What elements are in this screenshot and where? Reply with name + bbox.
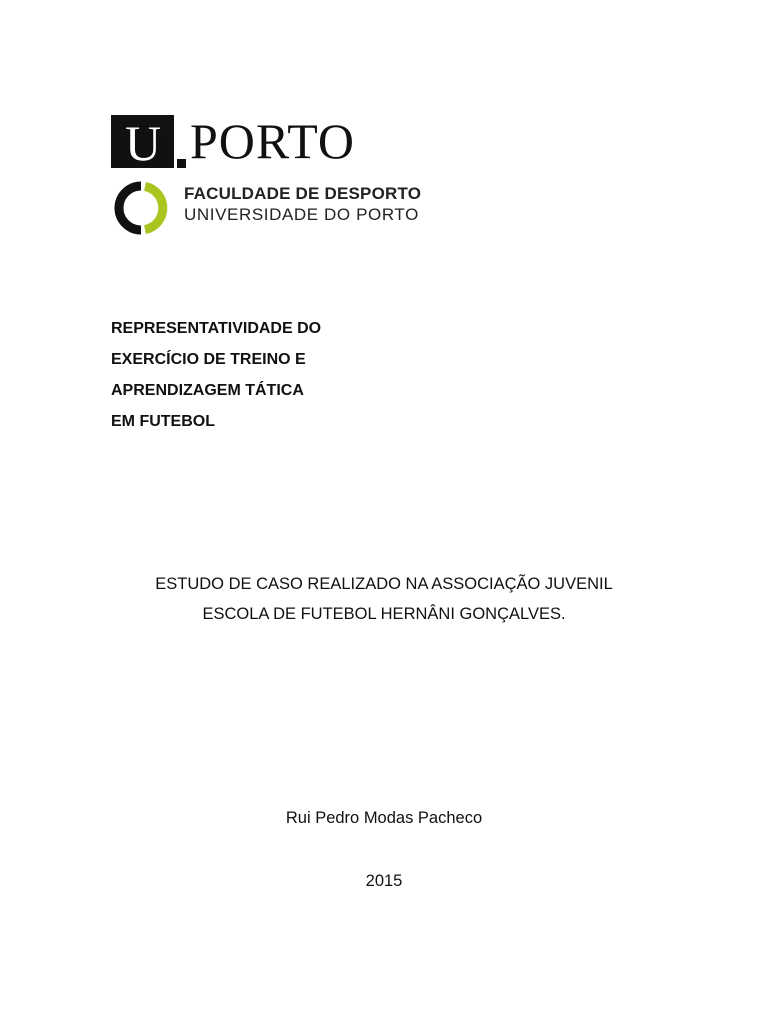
uporto-logo xyxy=(111,113,356,171)
uporto-logo-block xyxy=(111,115,174,171)
publication-year: 2015 xyxy=(365,872,403,890)
title-line: REPRESENTATIVIDADE DO xyxy=(111,320,322,337)
faculdade-logo xyxy=(113,180,421,236)
faculdade-line1: FACULDADE DE DESPORTO xyxy=(184,183,422,203)
title-line: APRENDIZAGEM TÁTICA xyxy=(111,382,304,399)
uporto-block-letter: U xyxy=(124,115,161,171)
faculdade-line2: UNIVERSIDADE DO PORTO xyxy=(184,204,419,224)
thesis-title xyxy=(111,313,321,437)
author-name: Rui Pedro Modas Pacheco xyxy=(285,809,483,827)
faculdade-name xyxy=(184,183,421,225)
subtitle-line: ESTUDO DE CASO REALIZADO NA ASSOCIAÇÃO JUVENIL xyxy=(155,575,613,593)
title-line: EXERCÍCIO DE TREINO E xyxy=(111,351,306,368)
thesis-subtitle xyxy=(0,569,768,629)
uporto-wordmark: PORTO xyxy=(190,113,356,169)
title-line: EM FUTEBOL xyxy=(111,413,215,430)
uporto-logo-dot xyxy=(177,159,186,168)
subtitle-line: ESCOLA DE FUTEBOL HERNÂNI GONÇALVES. xyxy=(202,605,566,623)
faculdade-ring-icon xyxy=(113,180,169,236)
